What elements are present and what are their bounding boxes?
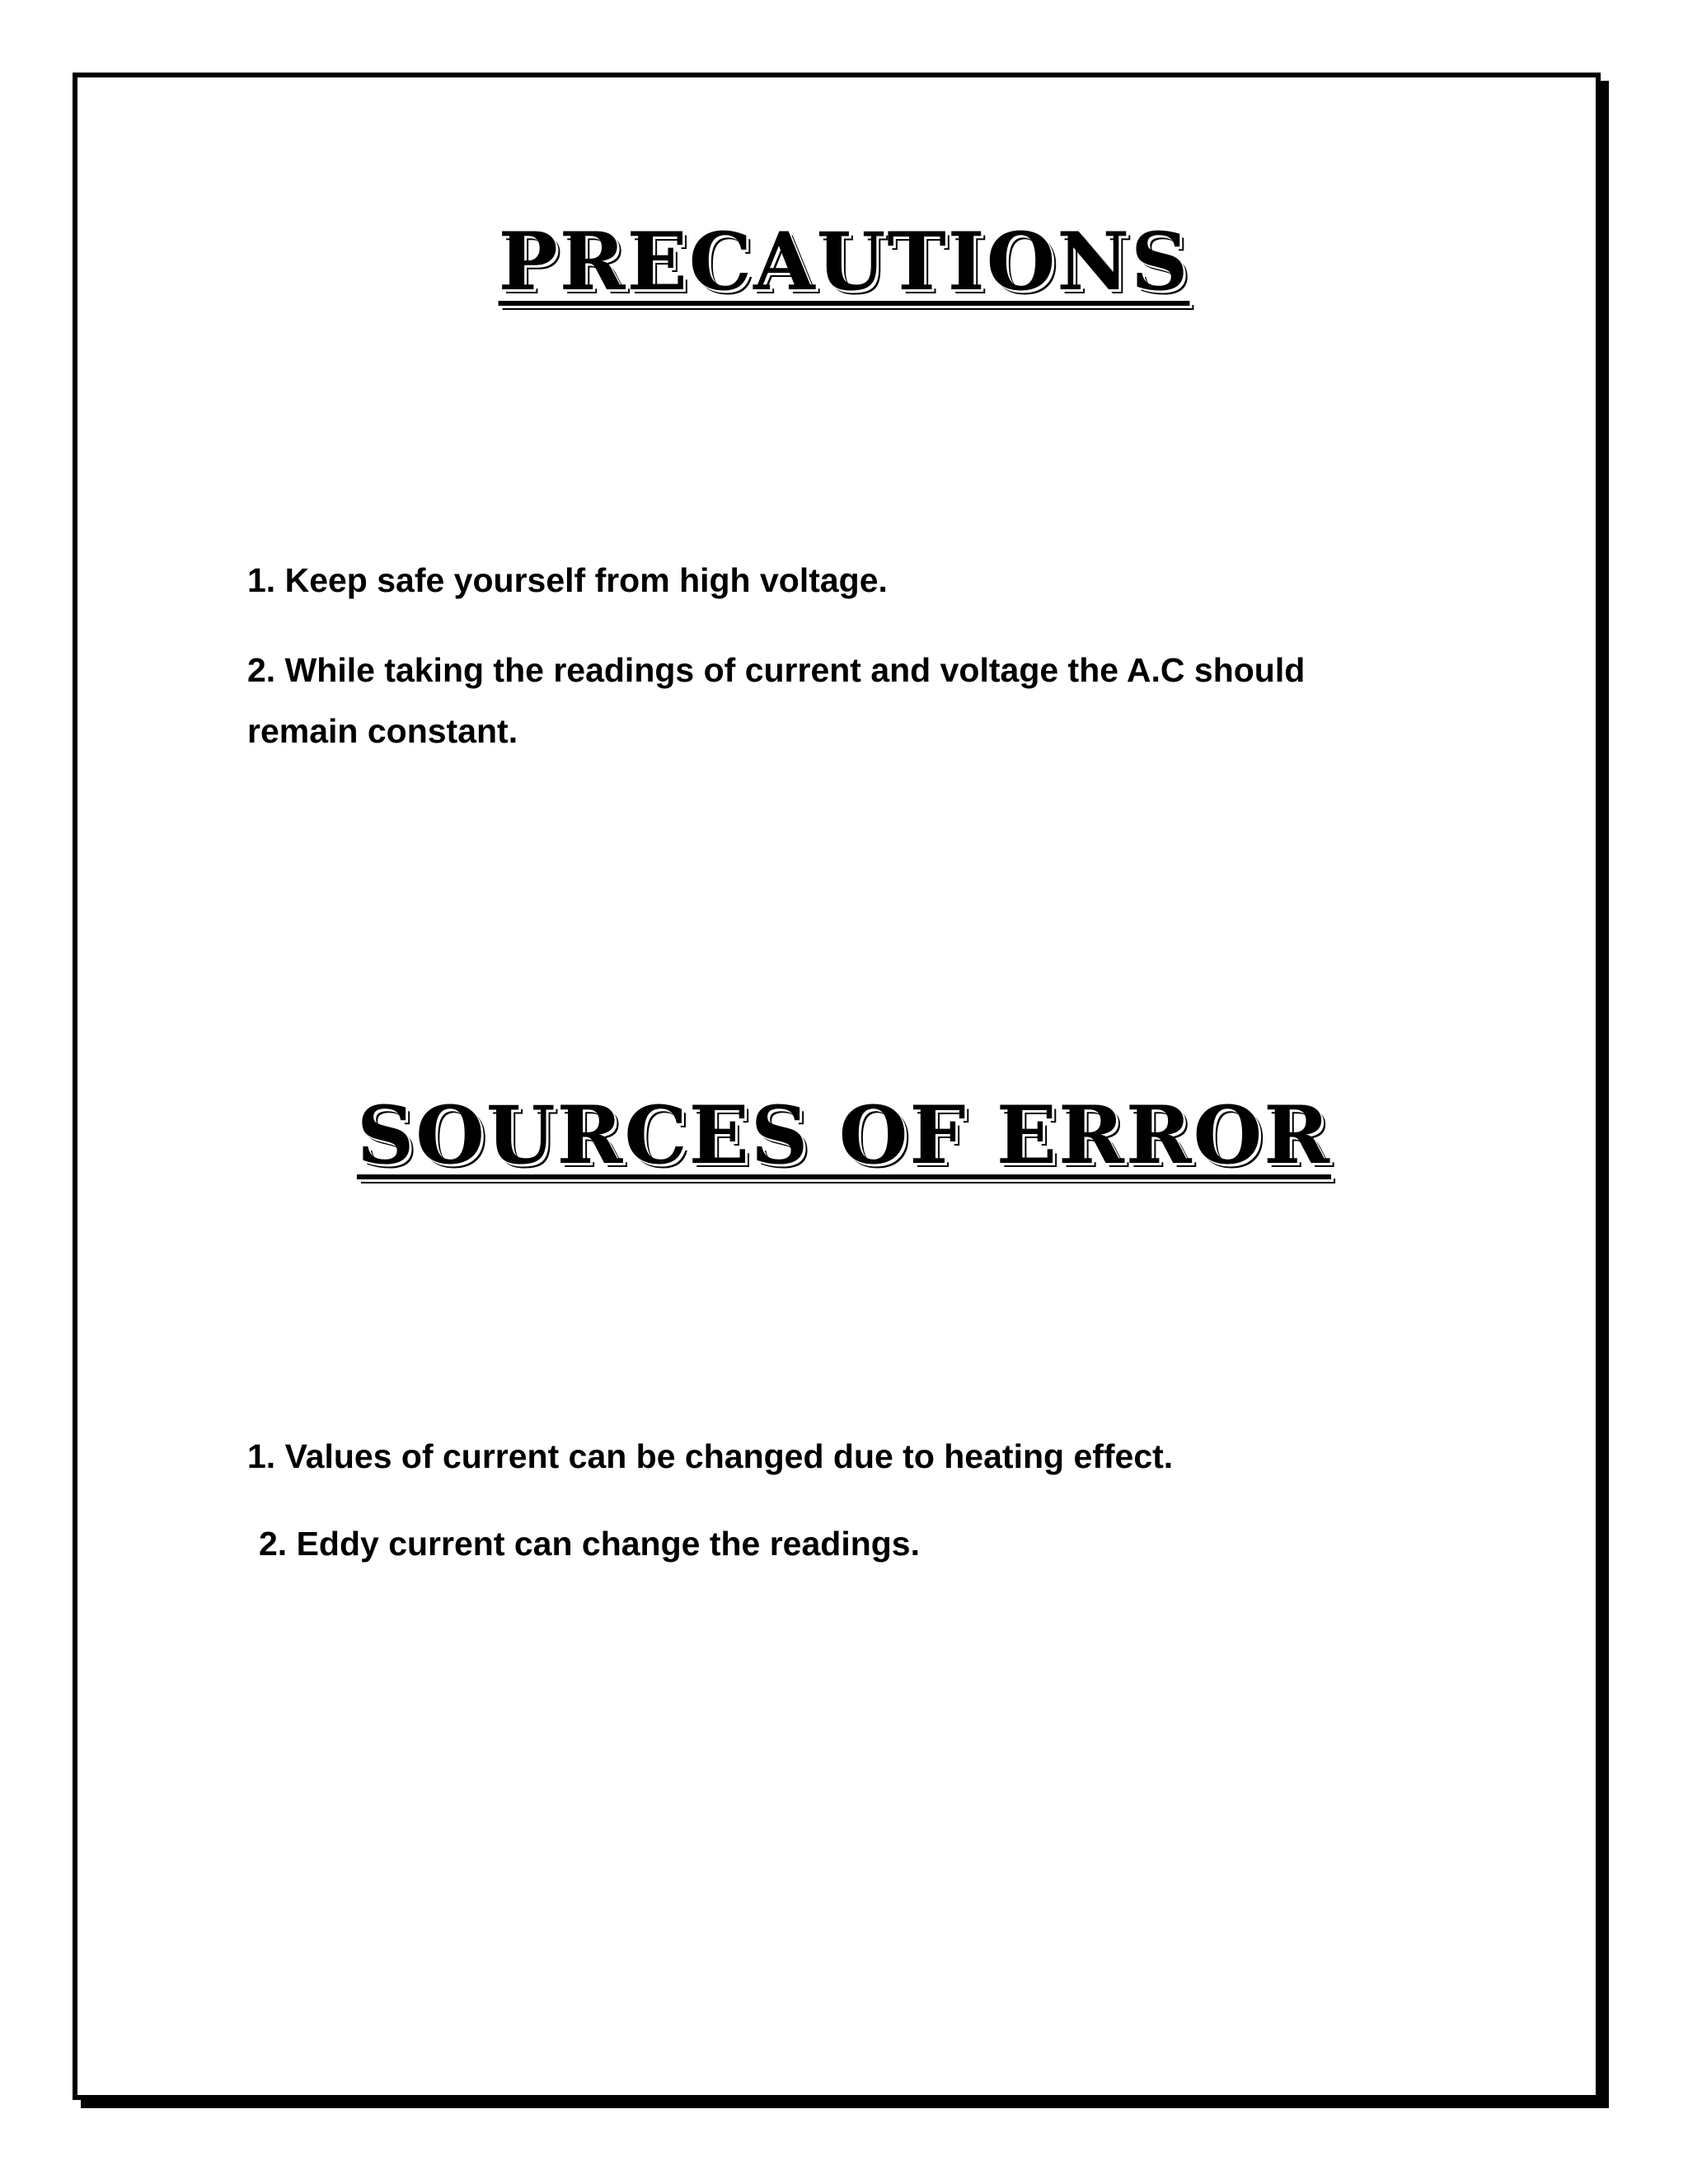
precautions-heading [0, 215, 1688, 308]
precaution-item-1: 1. Keep safe yourself from high voltage. [247, 561, 888, 599]
precaution-item-2: 2. While taking the readings of current and voltage the A.C should remain constant. [247, 651, 1306, 750]
error-item-2: 2. Eddy current can change the readings. [259, 1525, 921, 1563]
page-border [73, 73, 1601, 2100]
sources-of-error-title: SOURCES OF ERROR [356, 1089, 1332, 1182]
precautions-title: PRECAUTIONS [498, 215, 1190, 308]
sources-of-error-heading [0, 1089, 1688, 1182]
error-item-1: 1. Values of current can be changed due to heating effect. [247, 1437, 1174, 1475]
